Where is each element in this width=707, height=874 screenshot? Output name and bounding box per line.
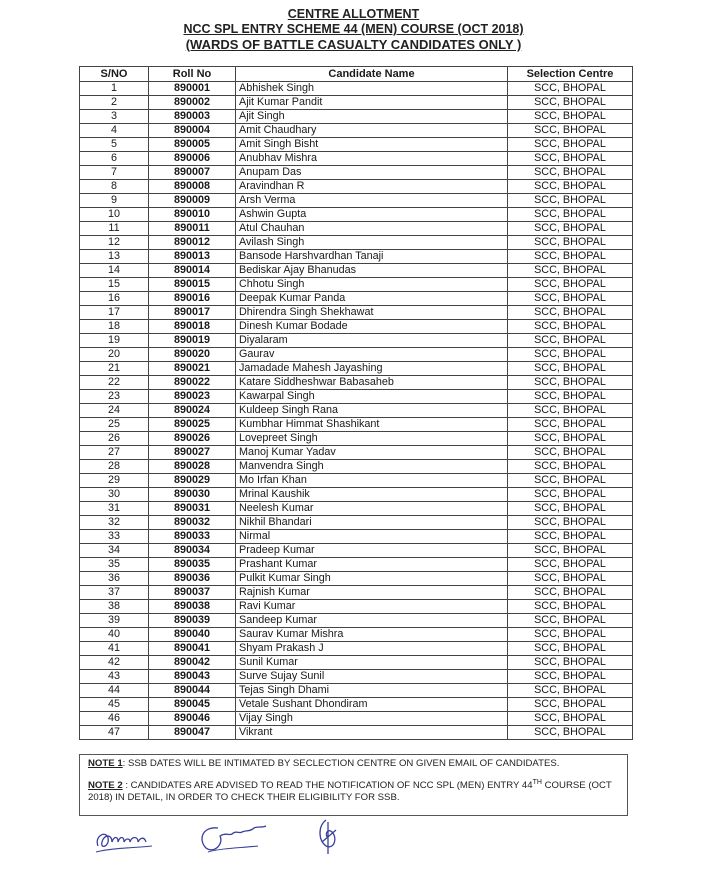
cell-roll-no: 890024 [149, 404, 236, 418]
cell-roll-no: 890028 [149, 460, 236, 474]
table-row [80, 334, 633, 348]
cell-selection-centre: SCC, BHOPAL [508, 446, 633, 460]
table-row [80, 432, 633, 446]
cell-sno: 14 [80, 264, 149, 278]
cell-roll-no: 890006 [149, 152, 236, 166]
cell-selection-centre: SCC, BHOPAL [508, 376, 633, 390]
cell-candidate-name: Manoj Kumar Yadav [236, 446, 508, 460]
cell-selection-centre: SCC, BHOPAL [508, 460, 633, 474]
cell-candidate-name: Surve Sujay Sunil [236, 670, 508, 684]
table-row [80, 600, 633, 614]
cell-roll-no: 890021 [149, 362, 236, 376]
table-row [80, 488, 633, 502]
table-row [80, 306, 633, 320]
table-row [80, 474, 633, 488]
cell-selection-centre: SCC, BHOPAL [508, 334, 633, 348]
table-row [80, 684, 633, 698]
cell-roll-no: 890020 [149, 348, 236, 362]
allotment-table [79, 66, 633, 740]
cell-candidate-name: Aravindhan R [236, 180, 508, 194]
table-row [80, 124, 633, 138]
cell-sno: 29 [80, 474, 149, 488]
cell-roll-no: 890008 [149, 180, 236, 194]
cell-candidate-name: Vijay Singh [236, 712, 508, 726]
document-header [0, 7, 707, 52]
table-body [80, 82, 633, 740]
cell-selection-centre: SCC, BHOPAL [508, 278, 633, 292]
cell-selection-centre: SCC, BHOPAL [508, 502, 633, 516]
table-row [80, 236, 633, 250]
table-row [80, 166, 633, 180]
cell-candidate-name: Amit Chaudhary [236, 124, 508, 138]
cell-roll-no: 890039 [149, 614, 236, 628]
cell-roll-no: 890033 [149, 530, 236, 544]
cell-roll-no: 890044 [149, 684, 236, 698]
table-row [80, 502, 633, 516]
cell-roll-no: 890018 [149, 320, 236, 334]
cell-roll-no: 890025 [149, 418, 236, 432]
cell-selection-centre: SCC, BHOPAL [508, 572, 633, 586]
cell-selection-centre: SCC, BHOPAL [508, 404, 633, 418]
cell-candidate-name: Amit Singh Bisht [236, 138, 508, 152]
column-header-roll: Roll No [149, 67, 236, 82]
cell-roll-no: 890019 [149, 334, 236, 348]
cell-selection-centre: SCC, BHOPAL [508, 642, 633, 656]
cell-candidate-name: Kumbhar Himmat Shashikant [236, 418, 508, 432]
cell-sno: 47 [80, 726, 149, 740]
cell-candidate-name: Ajit Singh [236, 110, 508, 124]
cell-roll-no: 890001 [149, 82, 236, 96]
cell-selection-centre: SCC, BHOPAL [508, 656, 633, 670]
cell-candidate-name: Anupam Das [236, 166, 508, 180]
cell-sno: 11 [80, 222, 149, 236]
cell-sno: 21 [80, 362, 149, 376]
cell-sno: 1 [80, 82, 149, 96]
cell-sno: 7 [80, 166, 149, 180]
table-row [80, 82, 633, 96]
cell-selection-centre: SCC, BHOPAL [508, 586, 633, 600]
column-header-name: Candidate Name [236, 67, 508, 82]
cell-roll-no: 890022 [149, 376, 236, 390]
table-row [80, 208, 633, 222]
cell-roll-no: 890013 [149, 250, 236, 264]
cell-selection-centre: SCC, BHOPAL [508, 292, 633, 306]
table-row [80, 250, 633, 264]
cell-sno: 45 [80, 698, 149, 712]
cell-sno: 13 [80, 250, 149, 264]
cell-roll-no: 890026 [149, 432, 236, 446]
cell-sno: 30 [80, 488, 149, 502]
cell-selection-centre: SCC, BHOPAL [508, 488, 633, 502]
cell-selection-centre: SCC, BHOPAL [508, 208, 633, 222]
table-row [80, 628, 633, 642]
table-row [80, 152, 633, 166]
cell-roll-no: 890027 [149, 446, 236, 460]
cell-roll-no: 890004 [149, 124, 236, 138]
cell-sno: 31 [80, 502, 149, 516]
cell-selection-centre: SCC, BHOPAL [508, 250, 633, 264]
header-subtitle: (WARDS OF BATTLE CASUALTY CANDIDATES ONLY ) [185, 37, 522, 52]
cell-sno: 18 [80, 320, 149, 334]
cell-roll-no: 890047 [149, 726, 236, 740]
cell-roll-no: 890011 [149, 222, 236, 236]
cell-selection-centre: SCC, BHOPAL [508, 712, 633, 726]
cell-sno: 19 [80, 334, 149, 348]
table-row [80, 222, 633, 236]
cell-selection-centre: SCC, BHOPAL [508, 600, 633, 614]
cell-roll-no: 890002 [149, 96, 236, 110]
note-1-text: : SSB DATES WILL BE INTIMATED BY SECLECTION CENTRE ON GIVEN EMAIL OF CANDIDATES. [122, 758, 560, 769]
cell-roll-no: 890017 [149, 306, 236, 320]
cell-sno: 17 [80, 306, 149, 320]
cell-roll-no: 890005 [149, 138, 236, 152]
cell-candidate-name: Neelesh Kumar [236, 502, 508, 516]
table-header-row [80, 67, 633, 82]
signature-1 [92, 822, 164, 858]
cell-selection-centre: SCC, BHOPAL [508, 516, 633, 530]
table-row [80, 544, 633, 558]
cell-candidate-name: Anubhav Mishra [236, 152, 508, 166]
table-row [80, 362, 633, 376]
cell-sno: 23 [80, 390, 149, 404]
cell-candidate-name: Sunil Kumar [236, 656, 508, 670]
cell-sno: 27 [80, 446, 149, 460]
table-row [80, 670, 633, 684]
cell-roll-no: 890015 [149, 278, 236, 292]
table-row [80, 180, 633, 194]
cell-roll-no: 890030 [149, 488, 236, 502]
cell-selection-centre: SCC, BHOPAL [508, 236, 633, 250]
cell-candidate-name: Pradeep Kumar [236, 544, 508, 558]
cell-sno: 15 [80, 278, 149, 292]
cell-sno: 3 [80, 110, 149, 124]
header-title: CENTRE ALLOTMENT [287, 7, 420, 21]
cell-candidate-name: Deepak Kumar Panda [236, 292, 508, 306]
cell-sno: 12 [80, 236, 149, 250]
cell-candidate-name: Kawarpal Singh [236, 390, 508, 404]
cell-roll-no: 890014 [149, 264, 236, 278]
note-2-label: NOTE 2 [88, 780, 123, 792]
cell-selection-centre: SCC, BHOPAL [508, 96, 633, 110]
note-1 [88, 758, 619, 770]
cell-sno: 26 [80, 432, 149, 446]
cell-sno: 28 [80, 460, 149, 474]
table-row [80, 390, 633, 404]
table-row [80, 572, 633, 586]
cell-sno: 22 [80, 376, 149, 390]
cell-selection-centre: SCC, BHOPAL [508, 264, 633, 278]
cell-sno: 24 [80, 404, 149, 418]
header-course: NCC SPL ENTRY SCHEME 44 (MEN) COURSE (OCT 2018) [183, 22, 524, 36]
cell-sno: 6 [80, 152, 149, 166]
signature-3 [312, 816, 344, 856]
cell-roll-no: 890037 [149, 586, 236, 600]
note-2-superscript: TH [532, 779, 542, 786]
cell-candidate-name: Arsh Verma [236, 194, 508, 208]
cell-sno: 4 [80, 124, 149, 138]
cell-roll-no: 890034 [149, 544, 236, 558]
cell-sno: 41 [80, 642, 149, 656]
table-row [80, 530, 633, 544]
cell-sno: 8 [80, 180, 149, 194]
cell-selection-centre: SCC, BHOPAL [508, 684, 633, 698]
cell-candidate-name: Bediskar Ajay Bhanudas [236, 264, 508, 278]
cell-selection-centre: SCC, BHOPAL [508, 82, 633, 96]
cell-sno: 5 [80, 138, 149, 152]
table-row [80, 404, 633, 418]
table-row [80, 96, 633, 110]
cell-candidate-name: Vikrant [236, 726, 508, 740]
cell-selection-centre: SCC, BHOPAL [508, 348, 633, 362]
cell-roll-no: 890036 [149, 572, 236, 586]
cell-candidate-name: Prashant Kumar [236, 558, 508, 572]
cell-sno: 34 [80, 544, 149, 558]
table-row [80, 320, 633, 334]
cell-roll-no: 890010 [149, 208, 236, 222]
cell-roll-no: 890007 [149, 166, 236, 180]
cell-candidate-name: Mo Irfan Khan [236, 474, 508, 488]
cell-sno: 38 [80, 600, 149, 614]
cell-selection-centre: SCC, BHOPAL [508, 698, 633, 712]
cell-selection-centre: SCC, BHOPAL [508, 558, 633, 572]
cell-selection-centre: SCC, BHOPAL [508, 614, 633, 628]
table-row [80, 712, 633, 726]
cell-roll-no: 890031 [149, 502, 236, 516]
cell-candidate-name: Kuldeep Singh Rana [236, 404, 508, 418]
cell-sno: 2 [80, 96, 149, 110]
cell-sno: 35 [80, 558, 149, 572]
cell-roll-no: 890023 [149, 390, 236, 404]
cell-sno: 20 [80, 348, 149, 362]
cell-candidate-name: Ravi Kumar [236, 600, 508, 614]
table-row [80, 614, 633, 628]
cell-candidate-name: Nikhil Bhandari [236, 516, 508, 530]
cell-sno: 37 [80, 586, 149, 600]
cell-sno: 44 [80, 684, 149, 698]
cell-sno: 40 [80, 628, 149, 642]
cell-selection-centre: SCC, BHOPAL [508, 530, 633, 544]
cell-selection-centre: SCC, BHOPAL [508, 194, 633, 208]
cell-candidate-name: Dhirendra Singh Shekhawat [236, 306, 508, 320]
cell-selection-centre: SCC, BHOPAL [508, 110, 633, 124]
cell-candidate-name: Jamadade Mahesh Jayashing [236, 362, 508, 376]
cell-candidate-name: Mrinal Kaushik [236, 488, 508, 502]
table-row [80, 264, 633, 278]
column-header-centre: Selection Centre [508, 67, 633, 82]
cell-selection-centre: SCC, BHOPAL [508, 390, 633, 404]
cell-selection-centre: SCC, BHOPAL [508, 670, 633, 684]
cell-selection-centre: SCC, BHOPAL [508, 138, 633, 152]
cell-selection-centre: SCC, BHOPAL [508, 166, 633, 180]
cell-candidate-name: Saurav Kumar Mishra [236, 628, 508, 642]
cell-candidate-name: Vetale Sushant Dhondiram [236, 698, 508, 712]
cell-roll-no: 890012 [149, 236, 236, 250]
table-row [80, 642, 633, 656]
note-2 [88, 777, 619, 804]
cell-candidate-name: Diyalaram [236, 334, 508, 348]
cell-candidate-name: Dinesh Kumar Bodade [236, 320, 508, 334]
cell-selection-centre: SCC, BHOPAL [508, 180, 633, 194]
cell-roll-no: 890042 [149, 656, 236, 670]
cell-candidate-name: Gaurav [236, 348, 508, 362]
cell-selection-centre: SCC, BHOPAL [508, 320, 633, 334]
cell-sno: 16 [80, 292, 149, 306]
cell-selection-centre: SCC, BHOPAL [508, 726, 633, 740]
cell-roll-no: 890003 [149, 110, 236, 124]
cell-sno: 36 [80, 572, 149, 586]
cell-sno: 42 [80, 656, 149, 670]
cell-sno: 33 [80, 530, 149, 544]
cell-roll-no: 890040 [149, 628, 236, 642]
table-row [80, 446, 633, 460]
cell-roll-no: 890035 [149, 558, 236, 572]
table-row [80, 558, 633, 572]
cell-candidate-name: Abhishek Singh [236, 82, 508, 96]
cell-selection-centre: SCC, BHOPAL [508, 474, 633, 488]
cell-candidate-name: Sandeep Kumar [236, 614, 508, 628]
cell-selection-centre: SCC, BHOPAL [508, 432, 633, 446]
cell-candidate-name: Katare Siddheshwar Babasaheb [236, 376, 508, 390]
cell-candidate-name: Chhotu Singh [236, 278, 508, 292]
cell-candidate-name: Nirmal [236, 530, 508, 544]
table-row [80, 278, 633, 292]
cell-candidate-name: Pulkit Kumar Singh [236, 572, 508, 586]
cell-sno: 9 [80, 194, 149, 208]
cell-roll-no: 890038 [149, 600, 236, 614]
cell-candidate-name: Manvendra Singh [236, 460, 508, 474]
table-row [80, 698, 633, 712]
cell-candidate-name: Tejas Singh Dhami [236, 684, 508, 698]
cell-candidate-name: Atul Chauhan [236, 222, 508, 236]
table-row [80, 516, 633, 530]
cell-sno: 10 [80, 208, 149, 222]
table-row [80, 376, 633, 390]
table-row [80, 138, 633, 152]
cell-selection-centre: SCC, BHOPAL [508, 124, 633, 138]
cell-roll-no: 890041 [149, 642, 236, 656]
cell-candidate-name: Shyam Prakash J [236, 642, 508, 656]
table-row [80, 418, 633, 432]
cell-sno: 25 [80, 418, 149, 432]
cell-selection-centre: SCC, BHOPAL [508, 418, 633, 432]
column-header-sno: S/NO [80, 67, 149, 82]
table-row [80, 348, 633, 362]
table-row [80, 292, 633, 306]
cell-roll-no: 890016 [149, 292, 236, 306]
cell-candidate-name: Ajit Kumar Pandit [236, 96, 508, 110]
cell-candidate-name: Bansode Harshvardhan Tanaji [236, 250, 508, 264]
cell-roll-no: 890045 [149, 698, 236, 712]
cell-sno: 39 [80, 614, 149, 628]
note-1-label: NOTE 1 [88, 758, 123, 769]
cell-selection-centre: SCC, BHOPAL [508, 544, 633, 558]
signature-2 [196, 818, 276, 858]
table-row [80, 656, 633, 670]
cell-roll-no: 890043 [149, 670, 236, 684]
cell-roll-no: 890046 [149, 712, 236, 726]
cell-candidate-name: Rajnish Kumar [236, 586, 508, 600]
cell-selection-centre: SCC, BHOPAL [508, 152, 633, 166]
cell-candidate-name: Ashwin Gupta [236, 208, 508, 222]
cell-selection-centre: SCC, BHOPAL [508, 222, 633, 236]
cell-selection-centre: SCC, BHOPAL [508, 362, 633, 376]
cell-sno: 43 [80, 670, 149, 684]
table-row [80, 110, 633, 124]
cell-candidate-name: Lovepreet Singh [236, 432, 508, 446]
cell-roll-no: 890029 [149, 474, 236, 488]
notes-box [79, 754, 628, 816]
table-row [80, 586, 633, 600]
cell-sno: 46 [80, 712, 149, 726]
note-2-text: : CANDIDATES ARE ADVISED TO READ THE NOTIFICATION OF NCC SPL (MEN) ENTRY 44 [122, 780, 533, 792]
cell-roll-no: 890032 [149, 516, 236, 530]
cell-sno: 32 [80, 516, 149, 530]
cell-candidate-name: Avilash Singh [236, 236, 508, 250]
cell-selection-centre: SCC, BHOPAL [508, 306, 633, 320]
table-row [80, 726, 633, 740]
table-row [80, 460, 633, 474]
note-2-text-continued: COURSE (OCT 2018) IN DETAIL, IN ORDER TO CHECK THEIR ELIGIBILITY FOR SSB. [88, 780, 612, 804]
table-row [80, 194, 633, 208]
cell-selection-centre: SCC, BHOPAL [508, 628, 633, 642]
cell-roll-no: 890009 [149, 194, 236, 208]
